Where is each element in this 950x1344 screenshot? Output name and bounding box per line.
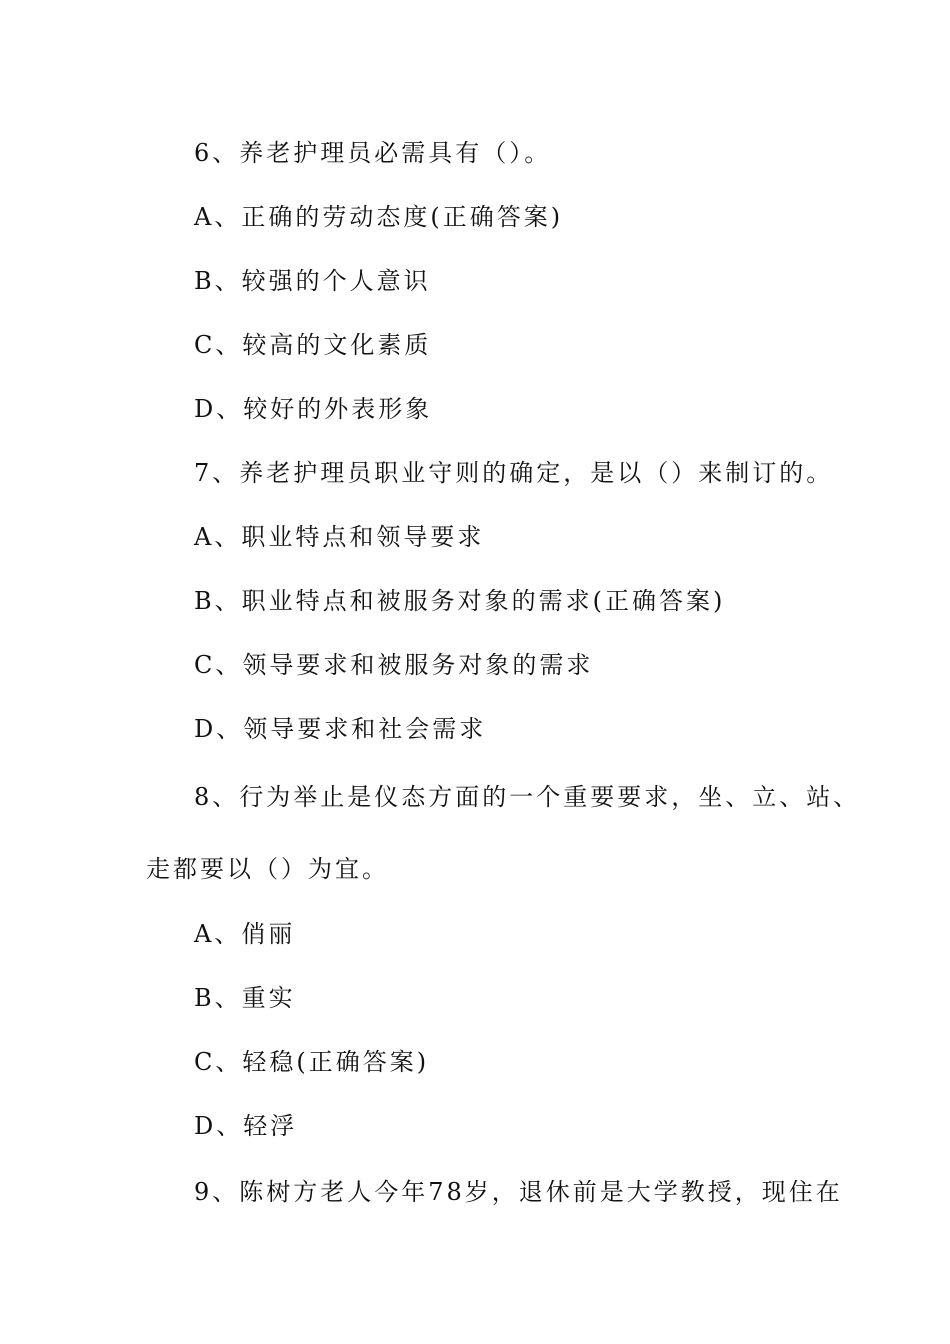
question-6-option-c: C、较高的文化素质 <box>194 331 432 359</box>
question-7-option-c: C、领导要求和被服务对象的需求 <box>194 651 594 679</box>
question-7-option-a: A、职业特点和领导要求 <box>194 523 485 551</box>
question-7-option-d: D、领导要求和社会需求 <box>194 715 487 743</box>
question-8-option-b: B、重实 <box>194 984 296 1012</box>
question-7-prompt: 7、养老护理员职业守则的确定，是以（）来制订的。 <box>194 459 834 487</box>
question-9-prompt: 9、陈树方老人今年78岁，退休前是大学教授，现住在 <box>194 1178 843 1206</box>
question-8-prompt-continuation: 走都要以（）为宜。 <box>146 855 389 883</box>
question-6-option-d: D、较好的外表形象 <box>194 395 433 423</box>
question-6-option-b: B、较强的个人意识 <box>194 267 431 295</box>
question-8-option-c: C、轻稳(正确答案) <box>194 1048 430 1076</box>
question-8-prompt: 8、行为举止是仪态方面的一个重要要求，坐、立、站、 <box>194 783 861 811</box>
question-6-option-a: A、正确的劳动态度(正确答案) <box>194 203 564 231</box>
question-8-option-a: A、俏丽 <box>194 920 296 948</box>
question-8-option-d: D、轻浮 <box>194 1112 298 1140</box>
question-6-prompt: 6、养老护理员必需具有（）。 <box>194 139 552 167</box>
question-7-option-b: B、职业特点和被服务对象的需求(正确答案) <box>194 587 726 615</box>
